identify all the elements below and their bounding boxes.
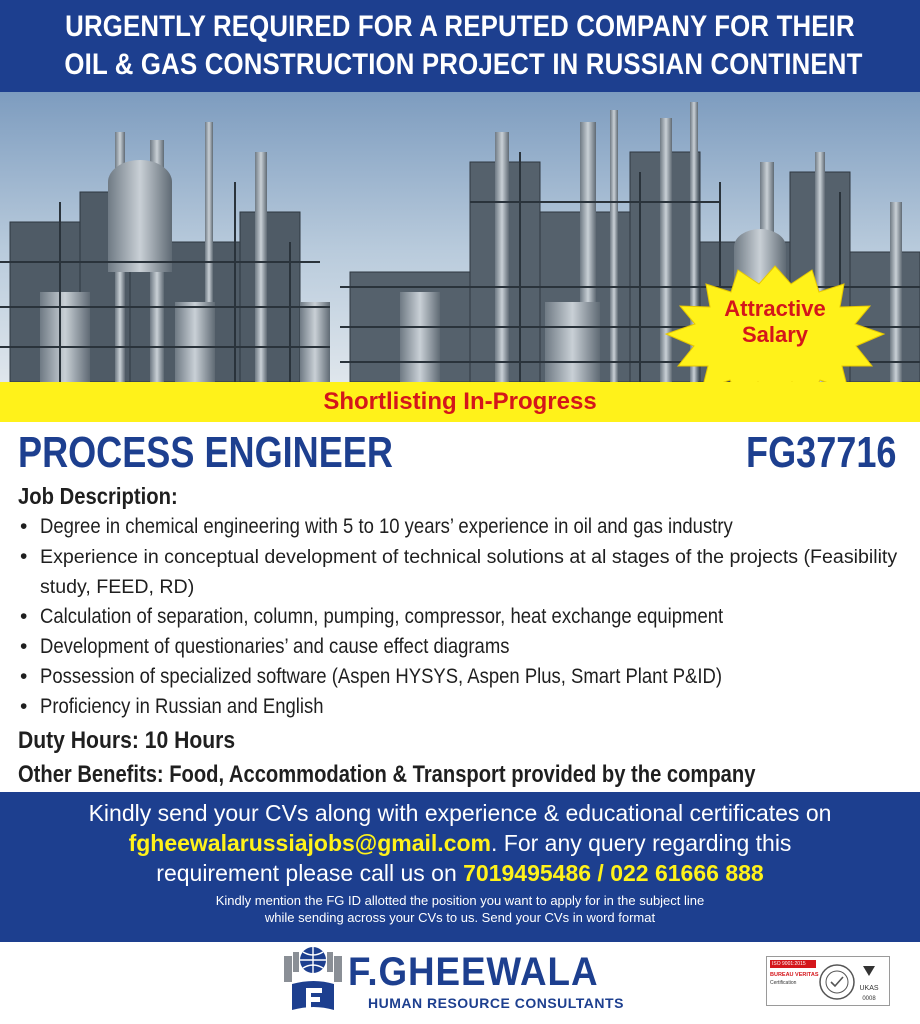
globe-logo-icon [282,944,344,1016]
contact-note-2: while sending across your CVs to us. Send your CVs in word format [264,910,656,925]
header-line-1: URGENTLY REQUIRED FOR A REPUTED COMPANY FOR THEIR [65,10,855,43]
contact-line-3: requirement please call us on 7019495486 / 022 61666 888 [156,860,764,886]
badge-line-1: Attractive [724,296,826,321]
list-item: • Development of questionaries’ and cause effect diagrams [20,635,510,658]
cert-seal-icon [819,960,887,1004]
list-item: • Possession of specialized software (Aspen HYSYS, Aspen Plus, Smart Plant P&ID) [20,665,723,688]
job-description-heading: Job Description: [18,483,178,509]
ukas-code: 0008 [862,996,876,1002]
list-item: • Calculation of separation, column, pumping, compressor, heat exchange equipment [20,605,724,628]
list-item: • Experience in conceptual development of technical solutions at al stages of the projects (Feasibility study, FEED, RD) [20,545,898,598]
job-title: PROCESS ENGINEER [18,428,393,477]
cert-body: BUREAU VERITAS [770,972,819,978]
header-banner [0,0,920,92]
other-benefits: Other Benefits: Food, Accommodation & Transport provided by the company [18,761,756,788]
phone-numbers[interactable]: 7019495486 / 022 61666 888 [463,860,764,886]
list-item: • Proficiency in Russian and English [20,695,324,718]
certification-badge [766,956,890,1006]
cert-label: Certification [770,980,797,986]
attractive-salary-badge [660,262,890,402]
contact-section [0,792,920,942]
job-id: FG37716 [745,428,896,477]
cert-standard: ISO 9001:2015 [770,960,816,968]
contact-note-1: Kindly mention the FG ID allotted the position you want to apply for in the subject line [215,893,705,908]
company-name: F.GHEEWALA [348,950,599,994]
contact-line-2: fgheewalarussiajobs@gmail.com. For any query regarding this [128,830,792,856]
list-item: • Degree in chemical engineering with 5 to 10 years’ experience in oil and gas industry [20,515,733,538]
shortlisting-banner: Shortlisting In-Progress [0,382,920,422]
duty-hours: Duty Hours: 10 Hours [18,727,236,754]
company-tagline: HUMAN RESOURCE CONSULTANTS [368,995,624,1011]
header-line-2: OIL & GAS CONSTRUCTION PROJECT IN RUSSIAN CONTINENT [64,48,863,81]
email-link[interactable]: fgheewalarussiajobs@gmail.com [128,830,491,856]
badge-line-2: Salary [741,322,809,347]
contact-line-1: Kindly send your CVs along with experience & educational certificates on [88,800,832,826]
ukas-label: UKAS [859,985,879,992]
job-description-list [18,512,908,722]
